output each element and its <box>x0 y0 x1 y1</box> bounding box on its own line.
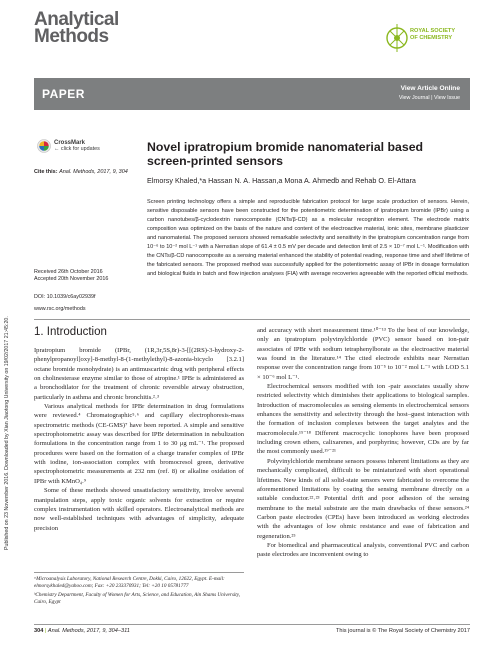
section-divider <box>34 319 470 320</box>
download-notice: Published on 23 November 2016. Downloaded by Xian Jiaotong University on 19/02/2017 21:45:20. <box>4 316 10 550</box>
article-dates <box>34 269 108 284</box>
accepted-date: Accepted 20th November 2016 <box>34 276 109 283</box>
view-article-online-link[interactable]: View Article Online <box>400 85 460 92</box>
received-date: Received 26th October 2016 <box>34 269 103 275</box>
journal-name-line1: Analytical <box>34 9 119 30</box>
affiliation-footnotes <box>34 576 244 608</box>
paragraph: Various analytical methods for IPBr determination in drug formulations were reviewed.⁴ Chromatographic⁵˒⁶ and capillary electrophoresis-mass spectrometric methods (CE-GMS)⁷ have been reported. A simple and sensitive spectrophotometric assay was described for IPBr determination in nebulization formulations in the concentration range from 1 to 30 μg mL⁻¹. The proposed procedures were based on the formation of a charge transfer complex of IPBr with iodine, ion-association complex with bromocresol green, derivative spectrophotometric measurements at 232 nm (ref. 8) or alkaline oxidation of IPBr with KMnO₄.⁹ <box>34 403 244 485</box>
crossmark-sublabel: ← click for updates <box>54 146 100 152</box>
article-title: Novel ipratropium bromide nanomaterial based screen-printed sensors <box>147 140 424 168</box>
footnote-divider <box>34 572 244 573</box>
journal-logo[interactable] <box>34 11 119 45</box>
section-heading-introduction: 1. Introduction <box>34 326 107 338</box>
affiliation-b: ᵇChemistry Department, Faculty of Women for Arts, Science, and Education, Ain Shams University, Cairo, Egypt <box>34 591 241 605</box>
article-type-label: PAPER <box>42 87 85 101</box>
footer-copyright: This journal is © The Royal Society of Chemistry 2017 <box>336 628 470 634</box>
crossmark-badge[interactable] <box>37 139 100 153</box>
abstract: Screen printing technology offers a simple and reproducible fabrication protocol for large scale production of sensors. Herein, sensitive disposable sensors have been constructed for the potentiometric determination of ipratropium bromide (IPBr) using a carbon nanotubes/β-cyclodextrin nanocomposite (CNTs/β-CD) as a molecular recognition element. The electrode matrix composition was optimized on the basis of the nature and content of the electroactive material, ionic sites, membrane plasticizer and nanomaterial. The proposed sensors showed remarkable selectivity and sensitivity in the ipratropium concentration range from 10⁻⁶ to 10⁻² mol L⁻¹ with a Nernstian slope of 61.4 ± 0.5 mV per decade and detection limit of 2.5 × 10⁻⁷ mol L⁻¹. Modification with the CNTs/β-CD nanocomposite as a sensing material enhanced the stability of potential reading, response time and shelf lifetime of the fabricated sensors. The proposed method was successfully applied for the potentiometric assay of IPBr in dosage formulation and biological fluids in batch and flow injection analyses (FIA) with average recoveries agreeable with the reported official methods. <box>147 199 469 278</box>
doi[interactable]: DOI: 10.1039/c6ay02939f <box>34 294 96 300</box>
journal-name-line2: Methods <box>34 26 109 47</box>
publisher-line1: ROYAL SOCIETY <box>410 28 456 34</box>
paragraph: and accuracy with short measurement time.¹⁰⁻¹³ To the best of our knowledge, only an ipratropium polyvinylchloride (PVC) sensor based on ion-pair associates of IPBr with sodium tetraphenylborate as the electroactive material was found in the literature.¹⁴ The cited electrode exhibits near Nernstian response over the concentration range from 10⁻⁵ to 10⁻² mol L⁻¹ with LOD 5.1 × 10⁻⁶ mol L⁻¹. <box>257 327 469 381</box>
rsc-logo[interactable] <box>386 14 476 62</box>
body-column-left <box>34 346 244 533</box>
page-number: 304 <box>34 628 44 634</box>
journal-site-link[interactable]: www.rsc.org/methods <box>34 306 86 312</box>
cite-reference: Anal. Methods, 2017, 9, 304 <box>59 169 128 175</box>
body-column-right <box>257 326 469 560</box>
paragraph: Electrochemical sensors modified with ion -pair associates usually show restricted selectivity which diminishes their applications to biological samples. Introduction of macromolecules as sensing elements in electrochemical sensors enhances the sensitivity and selectivity through the host–guest interaction with the formation of inclusion complexes between the target analytes and the macromolecule.¹⁵⁻¹⁸ Different macrocyclic ionophores have been proposed including crown ethers, calixarenes, and porphyrins; however, CDs are by far the most commonly used.¹⁹⁻²¹ <box>257 383 469 456</box>
view-journal-issue-links[interactable]: View Journal | View Issue <box>398 95 460 101</box>
paragraph: Some of these methods showed unsatisfactory sensitivity, involve several manipulation steps, apply toxic organic solvents for extraction or require complex instrumentation with skilled operators. Electroanalytical methods are now well-established techniques with advantages of simplicity, adequate precision <box>34 487 244 532</box>
crossmark-icon <box>37 139 51 153</box>
rsc-emblem-icon <box>386 18 408 58</box>
crossmark-label: CrossMark <box>54 140 86 146</box>
cite-this <box>34 169 128 175</box>
affiliation-a: ᵃMicroanalysis Laboratory, National Research Centre, Dokki, Cairo, 12622, Egypt. E-mail: elmorsykhaled@yahoo.com; Fax: +20 233370931; Tel: +20 10 05781777 <box>34 576 225 589</box>
footer-divider <box>34 624 470 625</box>
article-type-bar <box>34 78 470 110</box>
footer-journal-ref: Anal. Methods, 2017, 9, 304–311 <box>47 628 130 634</box>
paragraph: Ipratropium bromide (IPBr, (1R,3r,5S,8r)-3-[[(2RS)-3-hydroxy-2-phenylpropanoyl]oxy]-8-methyl-8-(1-methylethyl)-8-azonia-bicyclo [3.2.1] octane bromide monohydrate) is an antimuscarinic drug with peripheral effects on cholinesterase enzyme similar to those of atropine.¹ IPBr is administered as a bronchodilator for the treatment of chronic reversible airway obstruction, particularly in asthma and chronic bronchitis.²˒³ <box>34 347 244 401</box>
cite-prefix: Cite this: <box>34 169 58 175</box>
author-list: Elmorsy Khaled,*a Hassan N. A. Hassan,a Mona A. Ahmedb and Rehab O. El-Attara <box>147 176 416 185</box>
paragraph: Polyvinylchloride membrane sensors possess inherent limitations as they are mechanically complicated, difficult to be miniaturized with short operational lifetimes. New kinds of all solid-state sensors were fabricated to overcome the aforementioned limitations by coating the sensing membrane directly on a suitable conductor.²²˒²³ Potential drift and poor adhesion of the sensing membrane to the metal substrate are the main drawbacks of these sensors.²⁴ Carbon paste electrodes (CPEs) have been introduced as working electrodes with the advantages of low ohmic resistance and ease of fabrication and regeneration.²⁵ <box>257 457 469 540</box>
paragraph: For biomedical and pharmaceutical analysis, conventional PVC and carbon paste electrodes are inconvenient owing to <box>257 541 469 559</box>
footer-citation: 304 | Anal. Methods, 2017, 9, 304–311 <box>34 628 130 634</box>
publisher-line2: OF CHEMISTRY <box>410 34 453 41</box>
